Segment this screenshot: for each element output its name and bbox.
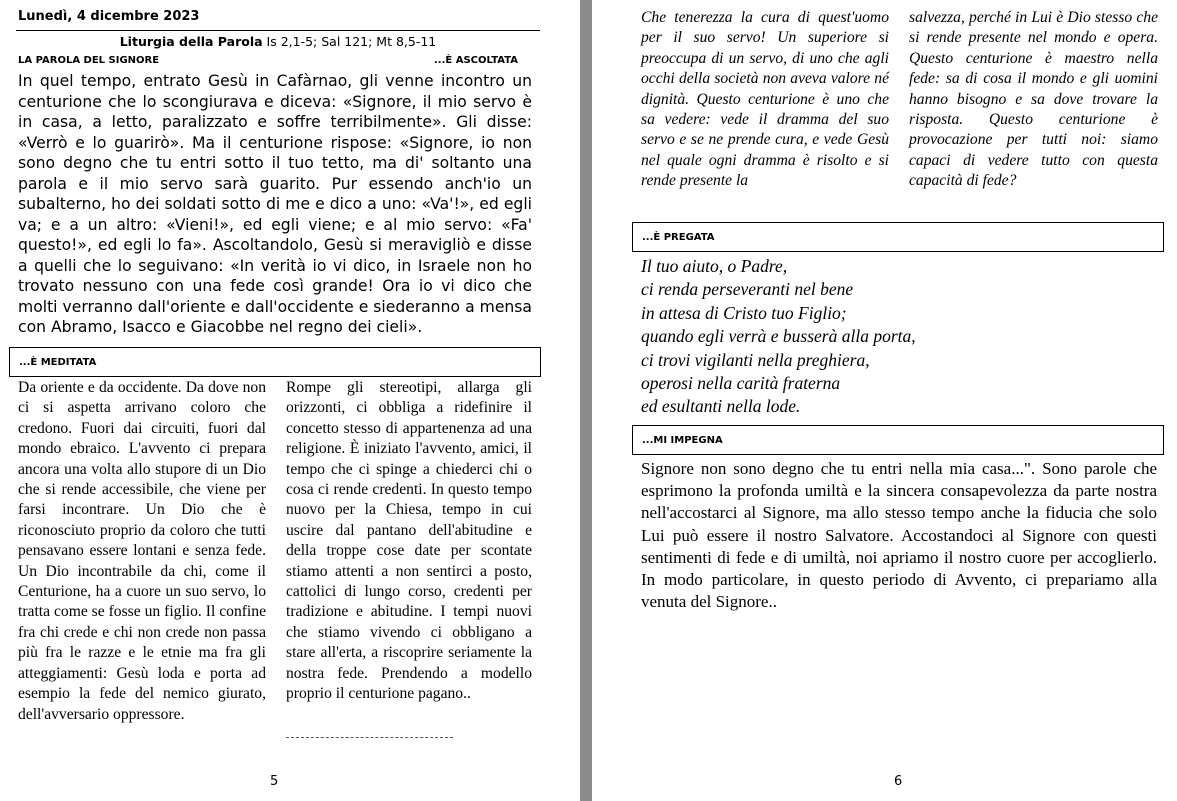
prayer-line: ci renda perseveranti nel bene: [641, 279, 854, 300]
meditata-column-1: Da oriente e da occidente. Da dove non ci si aspetta arrivano coloro che credono. Fuori dai circuiti, fuori dal mondo ebraico. L'avvento ci prepara ancora una volta allo stupore di un Dio che si rende accessibile, che viene per farsi incontrare. Un Dio che è riconosciuto proprio da coloro che tutti pensavano essere lontani e senza fede. Un Dio incontrabile da chi, come il Centurione, ha a cuore un suo servo, lo tratta come se fosse un figlio. Il confine fra chi crede e chi non crede non passa più fra le razze e le etnie ma fra gli atteggiamenti: Gesù loda e porta ad esempio la fede del nemico giurato, dell'avversario oppressore.: [18, 379, 266, 723]
section-parola-heading: LA PAROLA DEL SIGNORE: [18, 55, 160, 66]
section-pregata-box: [632, 222, 1164, 252]
section-ascoltata-heading: ...È ASCOLTATA: [434, 55, 518, 66]
reflection-column-2: salvezza, perché in Lui è Dio stesso che si rende presente nel mondo e opera. Questo centurione è maestro nella fede: sa di cosa il mondo e gli uomini hanno bisogno e sa dove trovare la risposta. Questo centurione è provocazione per tutti noi: siamo capaci di vedere tutto con questa capacità di fede?: [909, 9, 1158, 190]
section-pregata-heading: ...È PREGATA: [642, 232, 715, 243]
page-number-right: 6: [894, 774, 903, 789]
section-meditata-heading: ...È MEDITATA: [19, 357, 97, 368]
page-number-left: 5: [270, 774, 279, 789]
reflection-column-1: Che tenerezza la cura di quest'uomo per il suo servo! Un superiore si preoccupa di un servo, di uno che agli occhi della società non aveva valore né dignità. Questo centurione è uno che sa vedere: vede il dramma del suo servo e se ne prende cura, e vede Gesù nel quale ogni dramma è risolto e si rende presente la: [641, 9, 889, 190]
prayer-line: ci trovi vigilanti nella preghiera,: [641, 349, 870, 370]
date-header: Lunedì, 4 dicembre 2023: [18, 9, 200, 24]
gospel-text: In quel tempo, entrato Gesù in Cafàrnao, gli venne incontro un centurione che lo scongiurava e diceva: «Signore, il mio servo è in casa, a letto, paralizzato e soffre terribilmente». Gli disse: «Verrò e lo guarirò». Ma il centurione rispose: «Signore, io non sono degno che tu entri sotto il tuo tetto, ma di' soltanto una parola e il mio servo sarà guarito. Pur essendo anch'io un subalterno, ho dei soldati sotto di me e dico a uno: «Va'!», ed egli va; e a un altro: «Vieni!», ed egli viene; e al mio servo: «Fa' questo!», ed egli lo fa». Ascoltandolo, Gesù si meravigliò e disse a quelli che lo seguivano: «In verità io vi dico, in Israele non ho trovato nessuno con una fede così grande! Ora io vi dico che molti verranno dall'oriente e dall'occidente e siederanno a mensa con Abramo, Isacco e Giacobbe nel regno dei cieli».: [18, 72, 532, 336]
dashed-separator: [286, 737, 453, 738]
prayer-line: quando egli verrà e busserà alla porta,: [641, 326, 916, 347]
section-impegna-heading: ...MI IMPEGNA: [642, 435, 723, 446]
prayer-line: Il tuo aiuto, o Padre,: [641, 256, 788, 276]
page-right: [592, 0, 1177, 801]
page-gutter: [580, 0, 592, 801]
section-impegna-box: [632, 425, 1164, 455]
section-meditata-box: [9, 347, 541, 377]
header-divider: [16, 30, 540, 31]
liturgia-line: [18, 34, 538, 49]
prayer-line: operosi nella carità fraterna: [641, 373, 841, 394]
page-left: [0, 0, 580, 801]
meditata-column-2: Rompe gli stereotipi, allarga gli orizzonti, ci obbliga a ridefinire il concetto stesso di appartenenza ad una religione. È iniziato l'avvento, amici, il tempo che ci spinge a chiederci chi o cosa ci rende credenti. In questo tempo nuovo per la Chiesa, tempo in cui uscire dal pantano dell'abitudine e della troppe cose date per scontate stiamo attenti a non sentirci a posto, cattolici di lungo corso, credenti per tradizione e abitudine. I tempi nuovi che stiamo vivendo ci obbligano a stare all'erta, a riscoprire seriamente la nostra fede. Prendendo a modello proprio il centurione pagano..: [286, 379, 532, 703]
prayer-line: ed esultanti nella lode.: [641, 396, 801, 417]
impegno-text: Signore non sono degno che tu entri nella mia casa...". Sono parole che esprimono la profonda umiltà e la sincera consapevolezza da parte nostra nell'accostarci al Signore, ma allo stesso tempo anche la fiducia che solo Lui può essere il nostro Salvatore. Accostandoci al Signore con questi sentimenti di fede e di umiltà, noi apriamo il nostro cuore per accoglierlo. In modo particolare, in questo periodo di Avvento, ci prepariamo alla venuta del Signore..: [641, 459, 1157, 612]
liturgia-title: Liturgia della Parola: [119, 34, 263, 49]
prayer-text: [641, 255, 916, 419]
prayer-line: in attesa di Cristo tuo Figlio;: [641, 302, 847, 323]
liturgia-refs: Is 2,1-5; Sal 121; Mt 8,5-11: [262, 34, 437, 49]
